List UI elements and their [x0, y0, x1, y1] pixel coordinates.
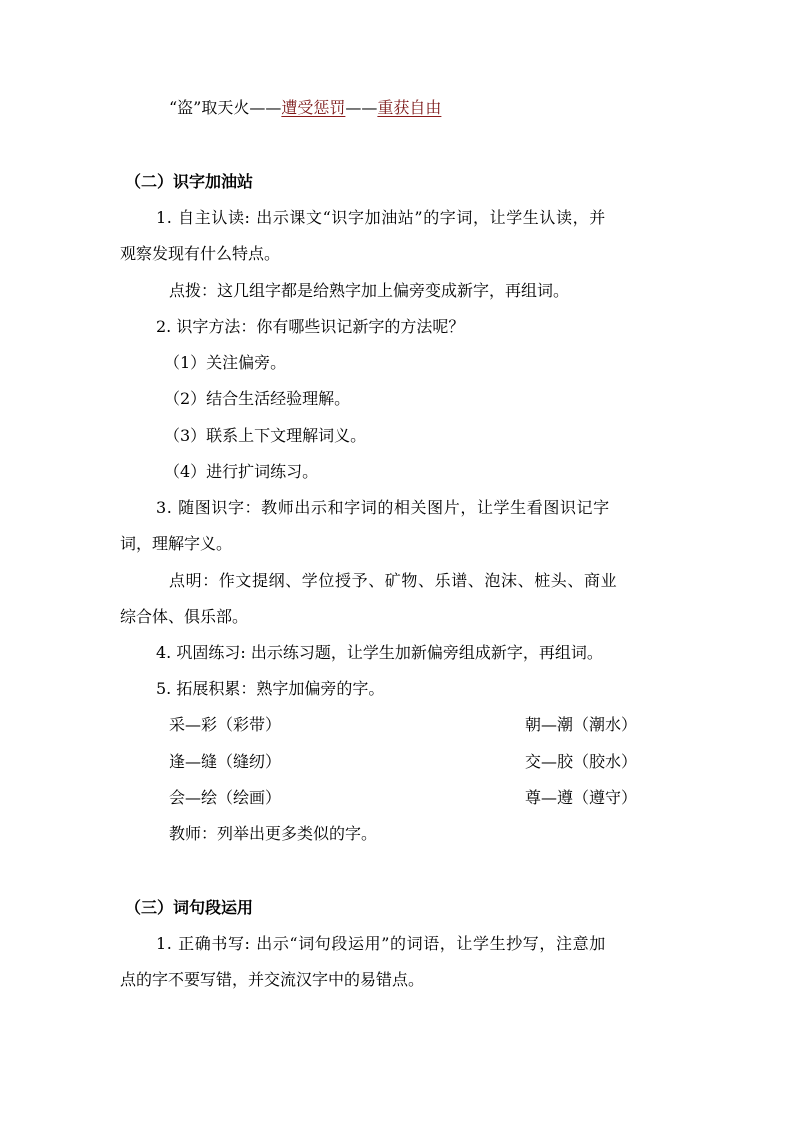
section2-tip2-line2: 综合体、俱乐部。: [120, 607, 249, 626]
section2-p1-line2: 观察发现有什么特点。: [120, 244, 281, 263]
pair-left: 会—绘（绘画）: [169, 788, 282, 807]
section3-heading: （三）词句段运用: [125, 898, 254, 917]
section3-p1-line1: 1. 正确书写: 出示“词句段运用”的词语，让学生抄写，注意加: [156, 934, 606, 953]
method-1: （1）关注偏旁。: [164, 353, 287, 372]
pair-row: [169, 751, 681, 773]
section2-teacher: 教师：列举出更多类似的字。: [169, 824, 378, 843]
method-3: （3）联系上下文理解词义。: [164, 426, 367, 445]
pair-row: [169, 714, 681, 736]
section2-tip1: 点拨：这几组字都是给熟字加上偏旁变成新字，再组词。: [169, 281, 570, 300]
section2-p3-line1: 3. 随图识字：教师出示和字词的相关图片，让学生看图识记字: [156, 498, 610, 517]
intro-part1: “盗”取天火——: [169, 98, 282, 117]
intro-punishment: 遭受惩罚: [281, 98, 346, 117]
section2-p5: 5. 拓展积累：熟字加偏旁的字。: [156, 679, 385, 698]
section3-p1-line2: 点的字不要写错，并交流汉字中的易错点。: [120, 970, 425, 989]
intro-freedom: 重获自由: [377, 98, 442, 117]
method-2: （2）结合生活经验理解。: [164, 389, 351, 408]
section2-heading: （二）识字加油站: [125, 172, 254, 191]
pair-row: [169, 787, 681, 809]
intro-dash: ——: [345, 98, 378, 117]
section2-p2: 2. 识字方法：你有哪些识记新字的方法呢？: [156, 317, 465, 336]
pair-left: 采—彩（彩带）: [169, 715, 282, 734]
section2-tip2-line1: 点明：作文提纲、学位授予、矿物、乐谱、泡沫、桩头、商业: [169, 571, 618, 590]
pair-right: 尊—遵（遵守）: [525, 788, 638, 807]
pair-right: 交—胶（胶水）: [525, 752, 638, 771]
section2-p1-line1: 1. 自主认读: 出示课文“识字加油站”的字词，让学生认读，并: [156, 208, 606, 227]
section2-p3-line2: 词，理解字义。: [120, 534, 233, 553]
intro-line: [169, 97, 681, 119]
pair-left: 逢—缝（缝纫）: [169, 752, 282, 771]
pair-right: 朝—潮（潮水）: [525, 715, 638, 734]
method-4: （4）进行扩词练习。: [164, 462, 319, 481]
section2-p4: 4. 巩固练习: 出示练习题，让学生加新偏旁组成新字，再组词。: [156, 643, 603, 662]
